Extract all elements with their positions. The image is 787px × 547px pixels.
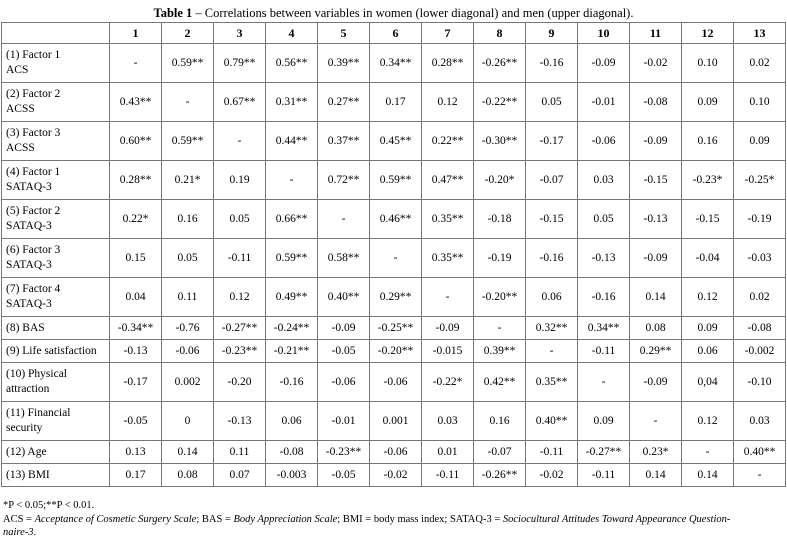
correlation-cell: -0.04: [682, 239, 734, 278]
table-header-row: [2, 23, 786, 44]
row-label: [2, 122, 110, 161]
correlation-cell: -0.08: [266, 441, 318, 464]
correlation-cell: 0,04: [682, 363, 734, 402]
row-label-line-1: (13) BMI: [6, 468, 50, 481]
correlation-cell: 0.002: [162, 363, 214, 402]
table-label: Table 1: [153, 6, 193, 20]
correlation-cell: 0.12: [682, 402, 734, 441]
row-label-line-1: (10) Physical: [6, 368, 68, 380]
row-label-line-1: (5) Factor 2: [6, 205, 61, 217]
correlation-cell: 0.17: [370, 83, 422, 122]
correlation-cell: 0.06: [266, 402, 318, 441]
correlation-cell: -: [682, 441, 734, 464]
correlation-cell: -0.76: [162, 317, 214, 340]
correlation-cell: -0.27**: [214, 317, 266, 340]
correlation-cell: 0.001: [370, 402, 422, 441]
correlation-cell: -: [630, 402, 682, 441]
correlation-cell: -0.10: [734, 363, 786, 402]
correlation-cell: 0.14: [630, 278, 682, 317]
correlation-cell: 0.28**: [422, 44, 474, 83]
correlation-cell: -0.05: [110, 402, 162, 441]
correlation-cell: -0.09: [630, 239, 682, 278]
table-caption: [0, 5, 787, 21]
row-label-line-1: (7) Factor 4: [6, 283, 61, 295]
table-row: [2, 161, 786, 200]
correlation-cell: 0.23*: [630, 441, 682, 464]
correlation-cell: 0.27**: [318, 83, 370, 122]
correlation-cell: 0.12: [214, 278, 266, 317]
correlation-cell: 0.79**: [214, 44, 266, 83]
correlation-cell: 0.35**: [422, 239, 474, 278]
correlation-cell: 0.14: [162, 441, 214, 464]
table-row: [2, 340, 786, 363]
correlation-cell: -0.13: [630, 200, 682, 239]
row-label-line-1: (3) Factor 3: [6, 127, 61, 139]
sataq-full-1: Sociocultural Attitudes Toward Appearance Question-: [502, 513, 731, 525]
correlation-cell: -0.16: [526, 239, 578, 278]
bmi-note: ; BMI = body mass index; SATAQ-3 =: [337, 513, 503, 525]
correlation-cell: 0.60**: [110, 122, 162, 161]
correlation-cell: 0.07: [214, 464, 266, 487]
correlation-table: [1, 22, 786, 487]
abbreviation-note: [3, 513, 783, 540]
row-label: [2, 239, 110, 278]
correlation-cell: 0.03: [422, 402, 474, 441]
correlation-cell: -0.003: [266, 464, 318, 487]
correlation-cell: 0: [162, 402, 214, 441]
correlation-cell: 0.05: [526, 83, 578, 122]
correlation-cell: -0.06: [370, 363, 422, 402]
correlation-cell: 0.14: [630, 464, 682, 487]
correlation-cell: 0.35**: [422, 200, 474, 239]
column-header-10: 10: [578, 23, 630, 44]
correlation-cell: -0.19: [734, 200, 786, 239]
correlation-cell: -0.23*: [682, 161, 734, 200]
correlation-cell: 0.10: [734, 83, 786, 122]
correlation-cell: -0.16: [266, 363, 318, 402]
row-label: [2, 83, 110, 122]
correlation-cell: 0.05: [214, 200, 266, 239]
correlation-cell: -0.21**: [266, 340, 318, 363]
table-row: [2, 239, 786, 278]
acs-full: Acceptance of Cosmetic Surgery Scale: [34, 513, 197, 525]
row-label-line-1: (2) Factor 2: [6, 88, 61, 100]
row-label-line-2: SATAQ-3: [6, 259, 52, 271]
table-row: [2, 122, 786, 161]
correlation-cell: 0.40**: [318, 278, 370, 317]
correlation-cell: -0.15: [526, 200, 578, 239]
column-header-5: 5: [318, 23, 370, 44]
row-label-line-2: SATAQ-3: [6, 181, 52, 193]
correlation-cell: 0.66**: [266, 200, 318, 239]
correlation-cell: 0.02: [734, 44, 786, 83]
correlation-cell: 0.21*: [162, 161, 214, 200]
correlation-cell: -0.09: [630, 363, 682, 402]
table-row: [2, 464, 786, 487]
correlation-cell: 0.16: [162, 200, 214, 239]
correlation-cell: 0.35**: [526, 363, 578, 402]
correlation-cell: 0.37**: [318, 122, 370, 161]
table-row: [2, 200, 786, 239]
correlation-cell: 0.02: [734, 278, 786, 317]
row-label: [2, 161, 110, 200]
correlation-cell: 0.59**: [370, 161, 422, 200]
correlation-cell: 0.59**: [266, 239, 318, 278]
correlation-cell: -0.22*: [422, 363, 474, 402]
correlation-cell: -0.26**: [474, 44, 526, 83]
correlation-cell: 0.08: [162, 464, 214, 487]
correlation-cell: 0.09: [734, 122, 786, 161]
row-label-line-2: ACSS: [6, 142, 35, 154]
correlation-cell: -0.11: [578, 464, 630, 487]
column-header-13: 13: [734, 23, 786, 44]
table-row: [2, 278, 786, 317]
correlation-cell: -0.23**: [214, 340, 266, 363]
table-row: [2, 83, 786, 122]
correlation-cell: 0.08: [630, 317, 682, 340]
correlation-cell: -0.27**: [578, 441, 630, 464]
row-label-line-2: SATAQ-3: [6, 298, 52, 310]
correlation-cell: -0.19: [474, 239, 526, 278]
correlation-cell: -: [370, 239, 422, 278]
correlation-cell: 0.42**: [474, 363, 526, 402]
bas-abbr: ; BAS =: [196, 513, 234, 525]
correlation-cell: -0.07: [526, 161, 578, 200]
correlation-cell: 0.29**: [630, 340, 682, 363]
correlation-cell: 0.16: [682, 122, 734, 161]
correlation-cell: -0.17: [110, 363, 162, 402]
correlation-cell: -0.02: [630, 44, 682, 83]
correlation-cell: -0.015: [422, 340, 474, 363]
correlation-cell: 0.39**: [474, 340, 526, 363]
correlation-cell: 0.09: [578, 402, 630, 441]
table-notes: [3, 499, 783, 540]
correlation-cell: -0.07: [474, 441, 526, 464]
correlation-cell: -0.13: [578, 239, 630, 278]
correlation-cell: 0.12: [682, 278, 734, 317]
correlation-cell: 0.45**: [370, 122, 422, 161]
notes-end: .: [33, 527, 37, 538]
row-label: [2, 402, 110, 441]
row-label: [2, 464, 110, 487]
correlation-cell: 0.14: [682, 464, 734, 487]
correlation-cell: 0.72**: [318, 161, 370, 200]
correlation-cell: -0.09: [318, 317, 370, 340]
correlation-cell: 0.05: [578, 200, 630, 239]
correlation-cell: -0.01: [318, 402, 370, 441]
correlation-cell: -0.05: [318, 340, 370, 363]
correlation-cell: -0.11: [578, 340, 630, 363]
column-header-2: 2: [162, 23, 214, 44]
correlation-cell: -0.23**: [318, 441, 370, 464]
correlation-cell: 0.06: [682, 340, 734, 363]
correlation-cell: -0.30**: [474, 122, 526, 161]
significance-note: *P < 0.05;**P < 0.01.: [3, 500, 95, 511]
correlation-cell: -0.15: [630, 161, 682, 200]
table-row: [2, 317, 786, 340]
row-label-line-2: attraction: [6, 383, 50, 395]
column-header-7: 7: [422, 23, 474, 44]
table-row: [2, 402, 786, 441]
row-label-line-2: security: [6, 422, 43, 434]
correlation-cell: -0.15: [682, 200, 734, 239]
correlation-cell: 0.40**: [526, 402, 578, 441]
table-row: [2, 441, 786, 464]
correlation-cell: 0.06: [526, 278, 578, 317]
bas-full: Body Appreciation Scale: [233, 513, 338, 525]
header-corner-cell: [2, 23, 110, 44]
correlation-cell: 0.49**: [266, 278, 318, 317]
correlation-cell: -0.20**: [370, 340, 422, 363]
correlation-cell: -0.08: [734, 317, 786, 340]
correlation-cell: 0.13: [110, 441, 162, 464]
sataq-full-2: naire-3: [3, 527, 34, 538]
correlation-cell: -0.002: [734, 340, 786, 363]
row-label: [2, 200, 110, 239]
correlation-cell: -: [422, 278, 474, 317]
row-label: [2, 363, 110, 402]
correlation-cell: -: [474, 317, 526, 340]
correlation-cell: -0.09: [630, 122, 682, 161]
acs-abbr: ACS =: [3, 513, 35, 525]
correlation-cell: -0.22**: [474, 83, 526, 122]
correlation-cell: -0.20: [214, 363, 266, 402]
correlation-cell: 0.47**: [422, 161, 474, 200]
correlation-cell: 0.15: [110, 239, 162, 278]
correlation-cell: 0.12: [422, 83, 474, 122]
row-label: [2, 317, 110, 340]
correlation-cell: -0.05: [318, 464, 370, 487]
correlation-cell: -0.06: [578, 122, 630, 161]
correlation-cell: 0.67**: [214, 83, 266, 122]
row-label: [2, 441, 110, 464]
correlation-cell: -0.16: [526, 44, 578, 83]
correlation-cell: 0.44**: [266, 122, 318, 161]
row-label: [2, 278, 110, 317]
correlation-cell: -0.20*: [474, 161, 526, 200]
row-label: [2, 44, 110, 83]
correlation-cell: -0.18: [474, 200, 526, 239]
correlation-cell: -: [266, 161, 318, 200]
correlation-cell: 0.11: [214, 441, 266, 464]
correlation-cell: 0.11: [162, 278, 214, 317]
correlation-cell: 0.19: [214, 161, 266, 200]
correlation-cell: 0.09: [682, 317, 734, 340]
column-header-12: 12: [682, 23, 734, 44]
correlation-cell: -0.08: [630, 83, 682, 122]
correlation-cell: 0.29**: [370, 278, 422, 317]
correlation-cell: 0.16: [474, 402, 526, 441]
row-label-line-1: (12) Age: [6, 445, 47, 458]
correlation-cell: 0.32**: [526, 317, 578, 340]
correlation-cell: 0.31**: [266, 83, 318, 122]
correlation-cell: 0.05: [162, 239, 214, 278]
correlation-cell: 0.03: [578, 161, 630, 200]
correlation-cell: -0.24**: [266, 317, 318, 340]
correlation-cell: 0.03: [734, 402, 786, 441]
correlation-cell: -0.09: [578, 44, 630, 83]
correlation-cell: -0.34**: [110, 317, 162, 340]
correlation-cell: 0.01: [422, 441, 474, 464]
row-label-line-1: (6) Factor 3: [6, 244, 61, 256]
row-label-line-2: ACS: [6, 64, 29, 76]
correlation-cell: -0.03: [734, 239, 786, 278]
column-header-9: 9: [526, 23, 578, 44]
table-body: [2, 44, 786, 487]
table-row: [2, 363, 786, 402]
column-header-8: 8: [474, 23, 526, 44]
correlation-cell: 0.09: [682, 83, 734, 122]
correlation-cell: -0.26**: [474, 464, 526, 487]
row-label-line-1: (11) Financial: [6, 407, 71, 419]
correlation-cell: 0.17: [110, 464, 162, 487]
correlation-cell: 0.28**: [110, 161, 162, 200]
correlation-cell: -0.06: [162, 340, 214, 363]
correlation-cell: -0.20**: [474, 278, 526, 317]
correlation-cell: -0.01: [578, 83, 630, 122]
correlation-cell: -: [214, 122, 266, 161]
correlation-cell: -0.16: [578, 278, 630, 317]
correlation-cell: 0.58**: [318, 239, 370, 278]
correlation-cell: 0.34**: [578, 317, 630, 340]
correlation-cell: -: [162, 83, 214, 122]
correlation-cell: -: [318, 200, 370, 239]
correlation-cell: -0.06: [318, 363, 370, 402]
correlation-cell: 0.04: [110, 278, 162, 317]
correlation-cell: -: [734, 464, 786, 487]
row-label-line-1: (9) Life satisfaction: [6, 344, 97, 357]
row-label-line-2: ACSS: [6, 103, 35, 115]
correlation-cell: 0.22*: [110, 200, 162, 239]
row-label-line-1: (8) BAS: [6, 321, 45, 334]
correlation-cell: -: [526, 340, 578, 363]
correlation-cell: -0.25*: [734, 161, 786, 200]
row-label: [2, 340, 110, 363]
correlation-cell: -: [110, 44, 162, 83]
row-label-line-2: SATAQ-3: [6, 220, 52, 232]
correlation-cell: -0.02: [526, 464, 578, 487]
correlation-cell: -0.17: [526, 122, 578, 161]
correlation-cell: -0.09: [422, 317, 474, 340]
column-header-11: 11: [630, 23, 682, 44]
correlation-cell: 0.43**: [110, 83, 162, 122]
correlation-cell: -: [578, 363, 630, 402]
correlation-cell: 0.59**: [162, 122, 214, 161]
correlation-cell: -0.02: [370, 464, 422, 487]
correlation-cell: -0.06: [370, 441, 422, 464]
column-header-1: 1: [110, 23, 162, 44]
correlation-cell: 0.46**: [370, 200, 422, 239]
column-header-3: 3: [214, 23, 266, 44]
correlation-cell: -0.11: [422, 464, 474, 487]
correlation-cell: -0.13: [214, 402, 266, 441]
table-title: – Correlations between variables in women (lower diagonal) and men (upper diagonal).: [192, 6, 634, 20]
correlation-cell: 0.59**: [162, 44, 214, 83]
correlation-cell: -0.11: [214, 239, 266, 278]
row-label-line-1: (1) Factor 1: [6, 49, 61, 61]
correlation-cell: 0.39**: [318, 44, 370, 83]
column-header-6: 6: [370, 23, 422, 44]
correlation-cell: -0.13: [110, 340, 162, 363]
correlation-cell: 0.40**: [734, 441, 786, 464]
correlation-cell: 0.56**: [266, 44, 318, 83]
correlation-cell: -0.11: [526, 441, 578, 464]
row-label-line-1: (4) Factor 1: [6, 166, 61, 178]
table-row: [2, 44, 786, 83]
correlation-cell: 0.34**: [370, 44, 422, 83]
column-header-4: 4: [266, 23, 318, 44]
correlation-cell: 0.22**: [422, 122, 474, 161]
correlation-cell: 0.10: [682, 44, 734, 83]
correlation-cell: -0.25**: [370, 317, 422, 340]
